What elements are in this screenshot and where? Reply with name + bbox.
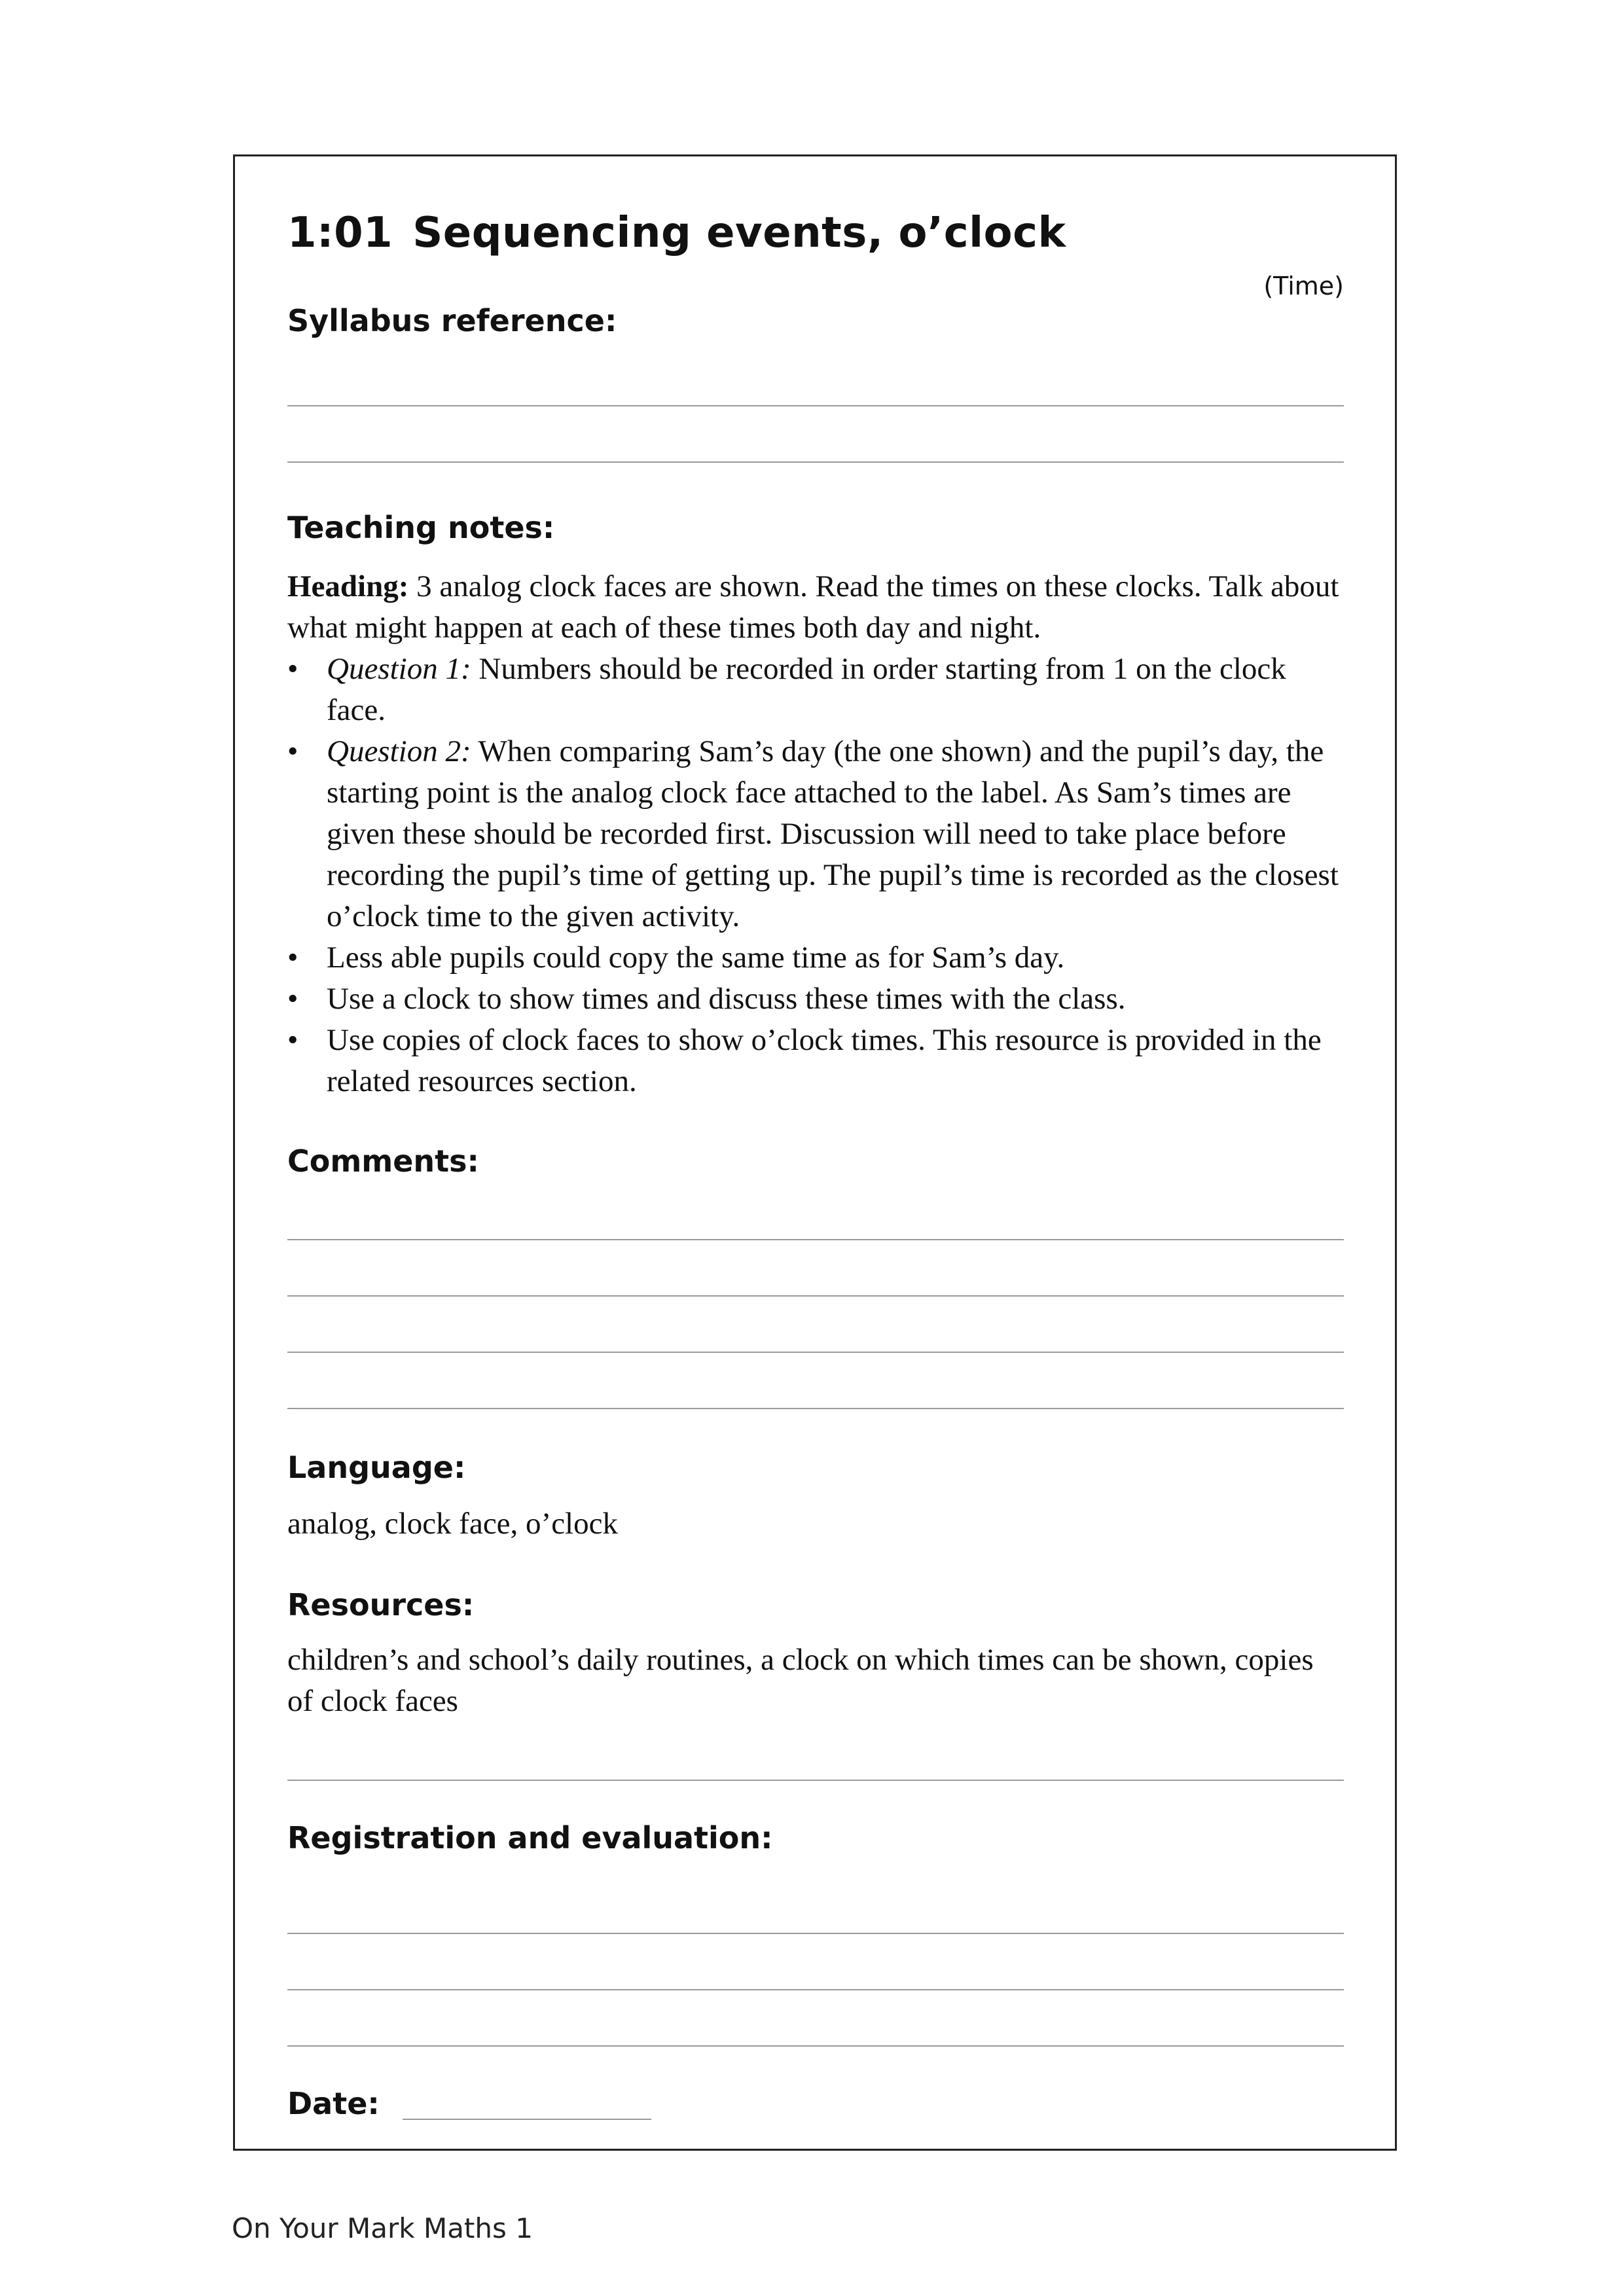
notes-content [287,156,1344,2149]
list-item-text: Less able pupils could copy the same time as for Sam’s day. [327,941,1065,975]
list-item [287,1020,1344,1102]
teaching-notes-body [287,566,1344,1102]
resources-line[interactable] [287,1780,1344,1781]
registration-label: Registration and evaluation: [287,1820,773,1856]
comments-line-2[interactable] [287,1295,1344,1297]
page-footer: On Your Mark Maths 1 [232,2212,533,2244]
list-item [287,649,1344,731]
registration-line-3[interactable] [287,2045,1344,2047]
comments-line-3[interactable] [287,1352,1344,1353]
registration-line-2[interactable] [287,1989,1344,1990]
comments-line-4[interactable] [287,1408,1344,1409]
bullet: • [287,941,298,975]
syllabus-line-1[interactable] [287,405,1344,406]
heading-label: Heading: [287,569,409,603]
date-line[interactable] [403,2119,651,2120]
list-item-text: Numbers should be recorded in order starting from 1 on the clock face. [327,652,1286,727]
comments-line-1[interactable] [287,1239,1344,1240]
notes-list [287,649,1344,1102]
bullet: • [287,982,298,1016]
comments-label: Comments: [287,1143,479,1179]
resources-text: children’s and school’s daily routines, a clock on which times can be shown, copies of clock faces [287,1643,1314,1718]
page-title [287,209,1066,257]
language-text: analog, clock face, o’clock [287,1507,618,1541]
notes-frame [233,154,1397,2151]
registration-line-1[interactable] [287,1933,1344,1934]
list-item-text: Use copies of clock faces to show o’clock times. This resource is provided in the related resources section. [327,1023,1322,1098]
list-item [287,978,1344,1020]
lesson-number: 1:01 [287,209,393,257]
list-item [287,731,1344,937]
topic-label: (Time) [1263,272,1344,300]
bullet: • [287,1023,298,1057]
list-item-text: When comparing Sam’s day (the one shown) and the pupil’s day, the starting point is the analog clock face attached to the label. As Sam’s times are given these should be recorded first. Discussion will need to take place before recording the pupil’s time of getting up. The pupil’s time is recorded as the closest o’clock time to the given activity. [327,734,1339,933]
date-label: Date: [287,2086,380,2121]
language-label: Language: [287,1450,466,1485]
heading-paragraph [287,566,1344,649]
heading-text: 3 analog clock faces are shown. Read the times on these clocks. Talk about what might happen at each of these times both day and night. [287,569,1339,645]
teaching-notes-label: Teaching notes: [287,510,555,545]
resources-label: Resources: [287,1587,475,1623]
list-item [287,937,1344,978]
question-label: Question 2: [327,734,471,768]
syllabus-label: Syllabus reference: [287,303,617,338]
list-item-text: Use a clock to show times and discuss these times with the class. [327,982,1126,1016]
bullet: • [287,652,298,686]
syllabus-line-2[interactable] [287,461,1344,463]
question-label: Question 1: [327,652,471,686]
lesson-title: Sequencing events, o’clock [412,209,1066,257]
bullet: • [287,734,298,768]
